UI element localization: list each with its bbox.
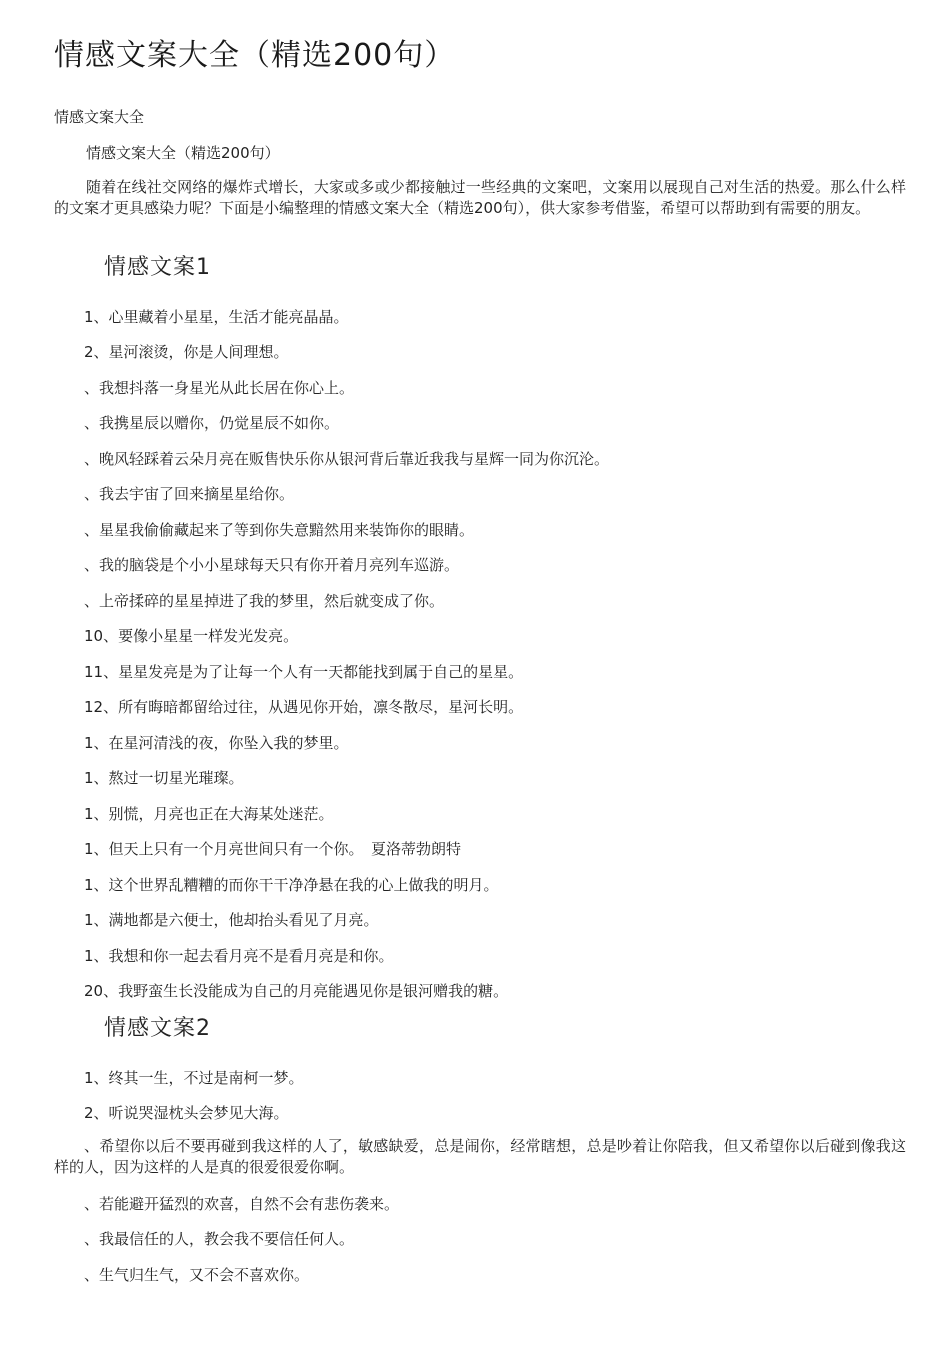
list-item: 10、要像小星星一样发光发亮。 [84, 627, 299, 645]
list-item: 20、我野蛮生长没能成为自己的月亮能遇见你是银河赠我的糖。 [84, 982, 509, 1000]
list-item: 、我最信任的人，教会我不要信任何人。 [84, 1230, 355, 1248]
list-item: 1、这个世界乱糟糟的而你干干净净悬在我的心上做我的明月。 [84, 876, 499, 894]
document-subtitle-full: 情感文案大全（精选200句） [86, 144, 280, 162]
list-item: 、晚风轻踩着云朵月亮在贩售快乐你从银河背后靠近我我与星辉一同为你沉沦。 [84, 450, 610, 468]
list-item: 1、心里藏着小星星，生活才能亮晶晶。 [84, 308, 349, 326]
list-item: 、我想抖落一身星光从此长居在你心上。 [84, 379, 355, 397]
list-item: 11、星星发亮是为了让每一个人有一天都能找到属于自己的星星。 [84, 663, 524, 681]
list-item: 1、但天上只有一个月亮世间只有一个你。 夏洛蒂勃朗特 [84, 840, 462, 858]
list-item: 、我携星辰以赠你，仍觉星辰不如你。 [84, 414, 340, 432]
list-item: 、我的脑袋是个小小星球每天只有你开着月亮列车巡游。 [84, 556, 460, 574]
document-subtitle: 情感文案大全 [54, 108, 145, 126]
section-heading: 情感文案1 [104, 255, 211, 280]
list-item: 、若能避开猛烈的欢喜，自然不会有悲伤袭来。 [84, 1195, 400, 1213]
section-heading: 情感文案2 [104, 1016, 211, 1041]
list-item: 、希望你以后不要再碰到我这样的人了，敏感缺爱，总是闹你，经常瞎想，总是吵着让你陪我，但又希望你以后碰到像我这样的人，因为这样的人是真的很爱很爱你啊。 [54, 1137, 906, 1176]
list-item: 1、在星河清浅的夜，你坠入我的梦里。 [84, 734, 349, 752]
list-item: 、我去宇宙了回来摘星星给你。 [84, 485, 295, 503]
list-item: 12、所有晦暗都留给过往，从遇见你开始，凛冬散尽，星河长明。 [84, 698, 524, 716]
list-item: 1、我想和你一起去看月亮不是看月亮是和你。 [84, 947, 394, 965]
list-item: 1、熬过一切星光璀璨。 [84, 769, 244, 787]
list-item: 1、满地都是六便士，他却抬头看见了月亮。 [84, 911, 379, 929]
list-item: 2、星河滚烫，你是人间理想。 [84, 343, 289, 361]
list-item: 1、终其一生，不过是南柯一梦。 [84, 1069, 304, 1087]
list-item: 、星星我偷偷藏起来了等到你失意黯然用来装饰你的眼睛。 [84, 521, 475, 539]
document-title: 情感文案大全（精选200句） [54, 38, 456, 73]
intro-paragraph: 随着在线社交网络的爆炸式增长，大家或多或少都接触过一些经典的文案吧，文案用以展现自己对生活的热爱。那么什么样的文案才更具感染力呢？下面是小编整理的情感文案大全（精选200句），供大家参考借鉴，希望可以帮助到有需要的朋友。 [54, 178, 906, 217]
list-item: 1、别慌，月亮也正在大海某处迷茫。 [84, 805, 334, 823]
list-item: 、上帝揉碎的星星掉进了我的梦里，然后就变成了你。 [84, 592, 445, 610]
list-item: 2、听说哭湿枕头会梦见大海。 [84, 1104, 289, 1122]
list-item: 、生气归生气，又不会不喜欢你。 [84, 1266, 310, 1284]
